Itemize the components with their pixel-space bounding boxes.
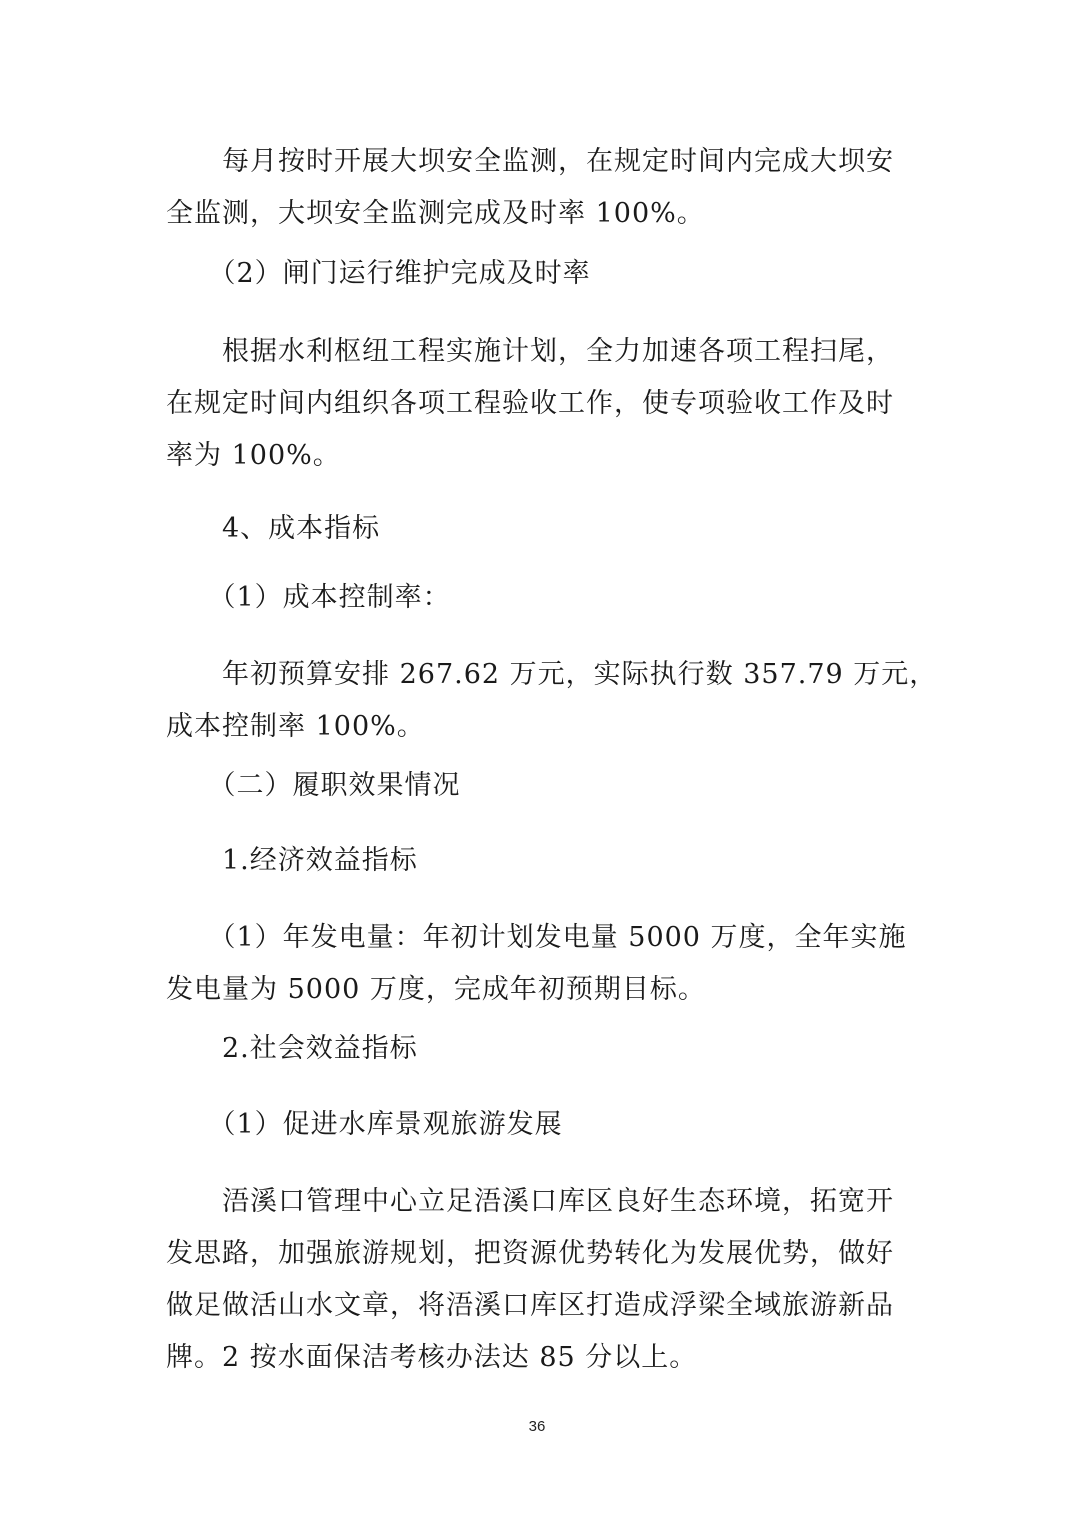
- paragraph-dam-monitoring: [166, 136, 916, 240]
- text-line: 率为 100%。: [166, 440, 341, 471]
- text-line: 4、成本指标: [166, 513, 381, 544]
- heading-social-benefits: [166, 1023, 916, 1075]
- text-line: 在规定时间内组织各项工程验收工作，使专项验收工作及时: [166, 388, 894, 419]
- text-line: （1）成本控制率：: [166, 582, 451, 613]
- text-line: 做足做活山水文章，将浯溪口库区打造成浮梁全域旅游新品: [166, 1290, 894, 1321]
- text-line: （1）年发电量：年初计划发电量 5000 万度，全年实施: [166, 922, 907, 953]
- text-line: （2）闸门运行维护完成及时率: [166, 258, 591, 289]
- text-line: 每月按时开展大坝安全监测，在规定时间内完成大坝安: [166, 146, 894, 177]
- paragraph-tourism-development: [166, 1176, 916, 1384]
- heading-economic-benefits: [166, 835, 916, 887]
- text-line: 年初预算安排 267.62 万元，实际执行数 357.79 万元，: [166, 659, 938, 690]
- text-line: 1.经济效益指标: [166, 845, 418, 876]
- text-line: 发思路，加强旅游规划，把资源优势转化为发展优势，做好: [166, 1238, 894, 1269]
- text-line: （1）促进水库景观旅游发展: [166, 1109, 563, 1140]
- paragraph-project-acceptance: [166, 326, 916, 482]
- page-number: 36: [528, 1418, 546, 1435]
- text-line: 根据水利枢纽工程实施计划，全力加速各项工程扫尾，: [166, 336, 894, 367]
- text-line: （二）履职效果情况: [166, 770, 461, 801]
- subheading-cost-control-rate: [166, 572, 916, 624]
- text-line: 浯溪口管理中心立足浯溪口库区良好生态环境，拓宽开: [166, 1186, 894, 1217]
- text-line: 2.社会效益指标: [166, 1033, 418, 1064]
- paragraph-budget: [166, 649, 938, 753]
- subheading-tourism: [166, 1099, 916, 1151]
- subheading-gate-maintenance: [166, 248, 916, 300]
- heading-performance-results: [166, 760, 916, 812]
- paragraph-power-generation: [166, 912, 916, 1016]
- text-line: 牌。2 按水面保洁考核办法达 85 分以上。: [166, 1342, 698, 1373]
- text-line: 发电量为 5000 万度，完成年初预期目标。: [166, 974, 706, 1005]
- text-line: 全监测，大坝安全监测完成及时率 100%。: [166, 198, 705, 229]
- text-line: 成本控制率 100%。: [166, 711, 425, 742]
- heading-cost-indicators: [166, 503, 916, 555]
